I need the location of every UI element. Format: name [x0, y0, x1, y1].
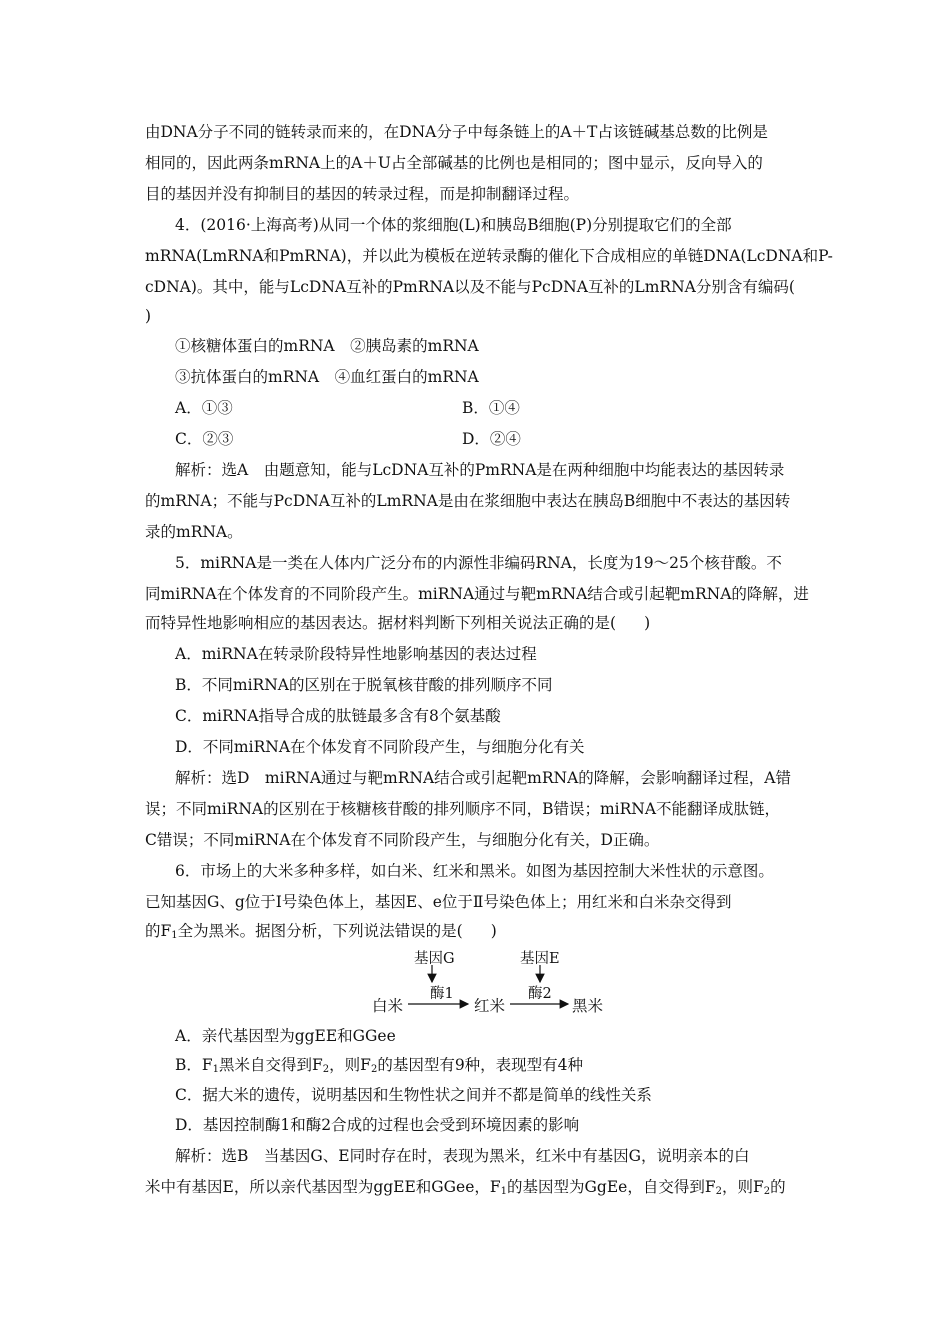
q4-analysis-line-1: 解析：选A 由题意知，能与LcDNA互补的PmRNA是在两种细胞中均能表达的基因转录: [175, 461, 785, 479]
q4-analysis-line-3: 录的mRNA。: [145, 523, 243, 541]
q4-analysis-line-2: 的mRNA；不能与PcDNA互补的LmRNA是由在浆细胞中表达在胰岛B细胞中不表达的基因转: [145, 492, 791, 510]
q4-stem-line-1: 4．(2016·上海高考)从同一个体的浆细胞(L)和胰岛B细胞(P)分别提取它们的全部: [175, 216, 732, 234]
q4-option-d: D．②④: [462, 430, 521, 448]
q6-analysis-line-1: 解析：选B 当基因G、E同时存在时，表现为黑米，红米中有基因G，说明亲本的白: [175, 1147, 750, 1165]
q6-analysis-text-a: 米中有基因E，所以亲代基因型为ggEE和GGee，F: [145, 1178, 501, 1196]
q4-stem-line-2: mRNA(LmRNA和PmRNA)，并以此为模板在逆转录酶的催化下合成相应的单链DNA(LcDNA和P-: [145, 247, 833, 265]
q6-optb-text-c: ，则F: [329, 1056, 371, 1074]
q4-stem-line-4: ): [145, 307, 152, 325]
white-rice-label: 白米: [372, 997, 404, 1015]
q6-stem-close-paren: ): [490, 922, 497, 940]
q5-stem-close-paren: ): [644, 614, 651, 632]
q5-option-b: B．不同miRNA的区别在于脱氧核苷酸的排列顺序不同: [175, 676, 553, 694]
enzyme-2-label: 酶2: [528, 986, 552, 1002]
q5-stem-line-3: [145, 612, 810, 634]
q6-stem-line-2: 已知基因G、g位于Ⅰ号染色体上，基因E、e位于Ⅱ号染色体上；用红米和白米杂交得到: [145, 893, 732, 911]
q6-analysis-text-c: ，则F: [721, 1178, 764, 1196]
q4-option-a: A．①③: [175, 399, 233, 417]
q6-option-d: D．基因控制酶1和酶2合成的过程也会受到环境因素的影响: [175, 1116, 580, 1134]
red-rice-label: 红米: [474, 997, 506, 1015]
q6-option-c: C．据大米的遗传，说明基因和生物性状之间并不都是简单的线性关系: [175, 1086, 652, 1104]
q4-option-c: C．②③: [175, 430, 234, 448]
enzyme-1-label: 酶1: [430, 986, 454, 1002]
q6-analysis-text-b: 的基因型为GgEe，自交得到F: [507, 1178, 716, 1196]
q4-item-line-1: ①核糖体蛋白的mRNA ②胰岛素的mRNA: [175, 337, 479, 355]
q6-stem-line-3: [145, 920, 810, 942]
gene-g-label: 基因G: [414, 951, 455, 967]
rice-pathway-diagram: [372, 942, 622, 1022]
q6-optb-text-a: B．F: [175, 1056, 213, 1074]
q5-analysis-line-3: C错误；不同miRNA在个体发育不同阶段产生，与细胞分化有关，D正确。: [145, 831, 660, 849]
intro-line-3: 目的基因并没有抑制目的基因的转录过程，而是抑制翻译过程。: [145, 185, 580, 203]
q6-stem-text-b: 全为黑米。据图分析，下列说法错误的是(: [177, 922, 463, 940]
intro-line-2: 相同的，因此两条mRNA上的A＋U占全部碱基的比例也是相同的；图中显示，反向导入的: [145, 154, 763, 172]
q6-optb-text-d: 的基因型有9种，表现型有4种: [377, 1056, 584, 1074]
q6-optb-sub-1: 1: [212, 1064, 220, 1075]
q6-analysis-sub-1: 1: [500, 1186, 508, 1197]
q5-stem-line-2: 同miRNA在个体发育的不同阶段产生。miRNA通过与靶mRNA结合或引起靶mRNA的降解，进: [145, 585, 809, 603]
q6-stem-line-1: 6．市场上的大米多种多样，如白米、红米和黑米。如图为基因控制大米性状的示意图。: [175, 862, 774, 880]
q6-stem-subscript: 1: [171, 930, 178, 941]
q6-optb-sub-2: 2: [322, 1064, 330, 1075]
q6-analysis-sub-2: 2: [715, 1186, 722, 1197]
q4-stem-line-3: cDNA)。其中，能与LcDNA互补的PmRNA以及不能与PcDNA互补的LmRNA分别含有编码(: [145, 278, 795, 296]
q5-stem-line-1: 5．miRNA是一类在人体内广泛分布的内源性非编码RNA，长度为19～25个核苷酸。不: [175, 554, 782, 572]
q4-item-line-2: ③抗体蛋白的mRNA ④血红蛋白的mRNA: [175, 368, 479, 386]
q5-analysis-line-2: 误；不同miRNA的区别在于核糖核苷酸的排列顺序不同，B错误；miRNA不能翻译成肽链，: [145, 800, 781, 818]
q5-option-d: D．不同miRNA在个体发育不同阶段产生，与细胞分化有关: [175, 738, 585, 756]
q6-optb-sub-3: 2: [370, 1064, 378, 1075]
intro-line-1: 由DNA分子不同的链转录而来的，在DNA分子中每条链上的A＋T占该链碱基总数的比例是: [145, 123, 768, 141]
q6-option-b: [175, 1054, 840, 1076]
q5-option-c: C．miRNA指导合成的肽链最多含有8个氨基酸: [175, 707, 501, 725]
black-rice-label: 黑米: [572, 997, 604, 1015]
gene-e-label: 基因E: [520, 951, 560, 967]
q6-option-a: A．亲代基因型为ggEE和GGee: [175, 1027, 396, 1045]
q5-stem-line-3-text: 而特异性地影响相应的基因表达。据材料判断下列相关说法正确的是(: [145, 614, 617, 632]
q6-analysis-sub-3: 2: [763, 1186, 771, 1197]
q6-stem-text-a: 的F: [145, 922, 172, 940]
q5-analysis-line-1: 解析：选D miRNA通过与靶mRNA结合或引起靶mRNA的降解，会影响翻译过程，A错: [175, 769, 791, 787]
q6-analysis-text-d: 的: [770, 1178, 786, 1196]
q4-option-b: B．①④: [462, 399, 520, 417]
q6-optb-text-b: 黑米自交得到F: [219, 1056, 323, 1074]
q5-option-a: A．miRNA在转录阶段特异性地影响基因的表达过程: [175, 645, 537, 663]
q6-analysis-line-2: [145, 1176, 810, 1198]
